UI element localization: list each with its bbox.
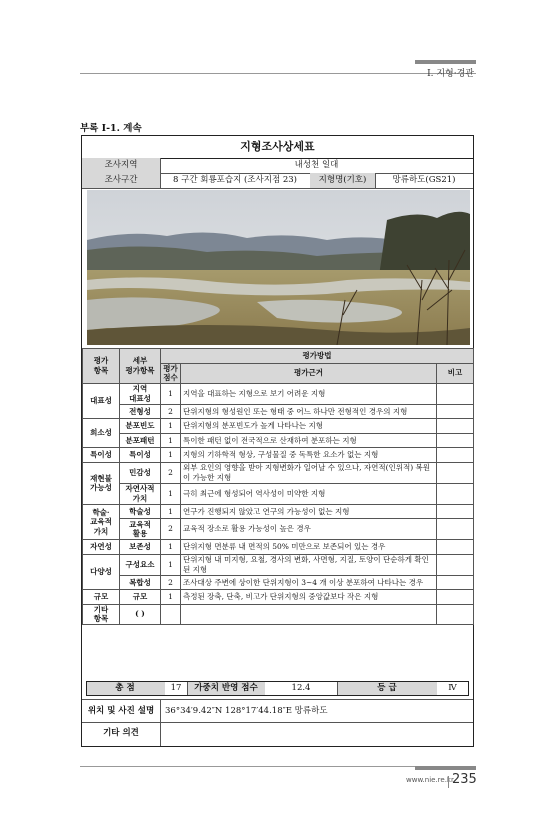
evaluation-table	[82, 348, 474, 625]
row-category: 학술· 교육적 가치	[83, 504, 120, 540]
table-row	[83, 575, 474, 590]
row-category: 다양성	[83, 554, 120, 590]
row-note	[437, 483, 474, 504]
grade-label: 등 급	[377, 683, 397, 693]
row-note	[437, 448, 474, 463]
row-sub-item: 지역 대표성	[120, 383, 161, 404]
row-basis: 측정된 장축, 단축, 비고가 단위지형의 중앙값보다 작은 지형	[181, 590, 437, 605]
footer-divider	[448, 776, 449, 788]
table-row	[83, 462, 474, 483]
row-score: 2	[161, 462, 181, 483]
landform-label: 지형명(기호)	[310, 173, 375, 188]
row-sub-item: 구성요소	[120, 554, 161, 575]
row-note	[437, 540, 474, 555]
row-note	[437, 383, 474, 404]
table-row	[83, 404, 474, 419]
row-note	[437, 462, 474, 483]
weighted-label: 가중치 반영 점수	[194, 683, 258, 693]
row-category: 자연성	[83, 540, 120, 555]
row-basis: 특이한 패턴 없이 전국적으로 산재하여 분포하는 지형	[181, 433, 437, 448]
header-score: 평가 점수	[161, 363, 181, 383]
row-note	[437, 575, 474, 590]
row-basis: 외부 요인의 영향을 받아 지형변화가 일어날 수 있으나, 자연적(인위적) 복원이 가능한 지형	[181, 462, 437, 483]
survey-section-row	[82, 173, 473, 189]
row-sub-item: 교육적 활용	[120, 519, 161, 540]
row-score	[161, 604, 181, 624]
total-label: 총 점	[115, 683, 135, 693]
sheet-title: 지형조사상세표	[82, 136, 473, 159]
table-row	[83, 504, 474, 519]
row-category: 특이성	[83, 448, 120, 463]
row-score: 1	[161, 554, 181, 575]
row-basis: 단위지형 내 미지형, 요철, 경사의 변화, 사면형, 지질, 토양이 단순하게 확인된 지형	[181, 554, 437, 575]
row-score: 1	[161, 590, 181, 605]
row-score: 1	[161, 448, 181, 463]
row-note	[437, 554, 474, 575]
row-basis: 지역을 대표하는 지형으로 보기 어려운 지형	[181, 383, 437, 404]
location-row	[82, 699, 473, 723]
row-sub-item: 특이성	[120, 448, 161, 463]
opinion-row	[82, 721, 473, 746]
header-basis: 평가근거	[181, 363, 437, 383]
row-note	[437, 604, 474, 624]
row-note	[437, 404, 474, 419]
row-sub-item: 보존성	[120, 540, 161, 555]
total-score: 17	[165, 682, 187, 695]
row-score: 2	[161, 404, 181, 419]
header-note: 비고	[437, 363, 474, 383]
row-note	[437, 504, 474, 519]
row-note	[437, 433, 474, 448]
row-score: 1	[161, 433, 181, 448]
table-row	[83, 554, 474, 575]
footer-accent-bar	[415, 766, 476, 770]
row-sub-item: 분포빈도	[120, 419, 161, 434]
row-category: 규모	[83, 590, 120, 605]
row-score: 2	[161, 519, 181, 540]
row-basis: 단위지형의 형성원인 또는 형태 중 어느 하나만 전형적인 경우의 지형	[181, 404, 437, 419]
row-score: 1	[161, 383, 181, 404]
survey-section-label: 조사구간	[82, 173, 161, 188]
landscape-photo	[87, 190, 470, 345]
survey-area-label: 조사지역	[82, 158, 161, 173]
row-note	[437, 590, 474, 605]
row-category: 대표성	[83, 383, 120, 419]
chapter-title: Ⅰ. 지형·경관	[427, 69, 474, 79]
grade-value: Ⅳ	[437, 682, 468, 695]
row-sub-item: ( )	[120, 604, 161, 624]
row-sub-item: 전형성	[120, 404, 161, 419]
row-basis: 교육적 장소로 활용 가능성이 높은 경우	[181, 519, 437, 540]
row-basis: 조사대상 주변에 상이한 단위지형이 3~4 개 이상 분포하여 나타나는 경우	[181, 575, 437, 590]
row-score: 1	[161, 504, 181, 519]
header-item: 평가 항목	[83, 349, 120, 384]
survey-section-value: 8 구간 회룡포습지 (조사지점 23)	[173, 175, 297, 185]
row-basis: 극히 최근에 형성되어 역사성이 미약한 지형	[181, 483, 437, 504]
location-label: 위치 및 사진 설명	[82, 700, 161, 722]
total-row	[86, 681, 469, 696]
survey-area-value: 내성천 일대	[294, 160, 339, 170]
section-label: 부록 Ⅰ-1. 계속	[80, 123, 142, 134]
row-basis: 연구가 진행되지 않았고 연구의 가능성이 없는 지형	[181, 504, 437, 519]
header-accent-bar	[415, 60, 476, 64]
location-value: 36°34′9.42″N 128°17′44.18″E 망류하도	[165, 706, 328, 716]
table-row	[83, 433, 474, 448]
row-score: 1	[161, 419, 181, 434]
row-score: 1	[161, 483, 181, 504]
row-score: 1	[161, 540, 181, 555]
table-row	[83, 604, 474, 624]
weighted-score: 12.4	[265, 682, 337, 695]
row-sub-item: 학술성	[120, 504, 161, 519]
row-basis	[181, 604, 437, 624]
row-sub-item: 복합성	[120, 575, 161, 590]
footer-url: www.nie.re.kr	[406, 776, 454, 784]
row-basis: 단위지형의 분포빈도가 높게 나타나는 지형	[181, 419, 437, 434]
row-category: 재현불 가능성	[83, 462, 120, 504]
table-row	[83, 540, 474, 555]
row-category: 희소성	[83, 419, 120, 448]
row-basis: 지형의 기하학적 형상, 구성물질 중 독특한 요소가 없는 지형	[181, 448, 437, 463]
table-row	[83, 383, 474, 404]
table-row	[83, 448, 474, 463]
row-sub-item: 분포패턴	[120, 433, 161, 448]
header-method: 평가방법	[161, 349, 474, 364]
row-sub-item: 규모	[120, 590, 161, 605]
survey-area-row	[82, 158, 473, 174]
header-rule	[80, 73, 476, 74]
row-note	[437, 419, 474, 434]
table-row	[83, 483, 474, 504]
page-number: 235	[452, 772, 477, 787]
row-category: 기타 항목	[83, 604, 120, 624]
table-row	[83, 419, 474, 434]
row-score: 2	[161, 575, 181, 590]
opinion-label: 기타 의견	[82, 721, 161, 746]
row-basis: 단위지형 면분류 내 면적의 50% 미만으로 보존되어 있는 경우	[181, 540, 437, 555]
survey-sheet	[81, 135, 474, 747]
table-row	[83, 590, 474, 605]
landform-value: 망류하도(GS21)	[392, 175, 456, 185]
row-sub-item: 민감성	[120, 462, 161, 483]
table-row	[83, 519, 474, 540]
row-note	[437, 519, 474, 540]
row-sub-item: 자연사적 가치	[120, 483, 161, 504]
header-sub-item: 세부 평가항목	[120, 349, 161, 384]
